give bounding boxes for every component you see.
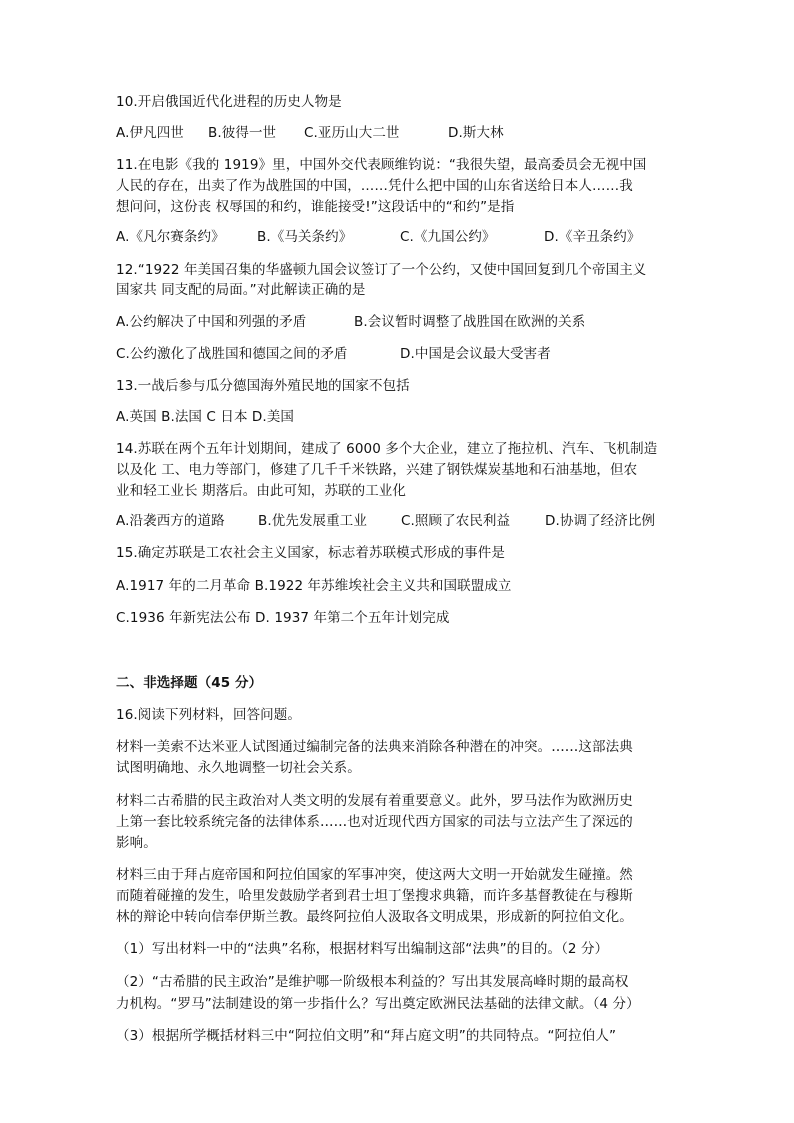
q16-sub-question-2-line-2: 力机构。“罗马”法制建设的第一步指什么？写出奠定欧洲民法基础的法律文献。（4 分）	[116, 996, 640, 1012]
q14-option-d: D.协调了经济比例	[545, 513, 656, 529]
q16-stem: 16.阅读下列材料，回答问题。	[116, 707, 301, 723]
q16-material-3-line-3: 林的辩论中转向信奉伊斯兰教。最终阿拉伯人汲取各文明成果，形成新的阿拉伯文化。	[116, 909, 633, 925]
q12-line-1: 12.“1922 年美国召集的华盛顿九国会议签订了一个公约，又使中国回复到几个帝国主义	[116, 262, 647, 278]
q10-option-c: C.亚历山大二世	[304, 125, 400, 141]
q16-material-3-line-2: 而随着碰撞的发生，哈里发鼓励学者到君士坦丁堡搜求典籍，而许多基督教徒在与穆斯	[116, 888, 633, 904]
q12-options-row-2	[116, 345, 551, 364]
q16-sub-question-2-line-1: （2）“古希腊的民主政治”是维护哪一阶级根本利益的？写出其发展高峰时期的最高权	[116, 974, 629, 990]
q12-option-b: B.会议暂时调整了战胜国在欧洲的关系	[354, 314, 586, 330]
q11-options	[116, 228, 641, 247]
q11-option-d: D.《辛丑条约》	[544, 229, 641, 245]
q14-line-2: 以及化 工、电力等部门，修建了几千千米铁路，兴建了钢铁煤炭基地和石油基地，但农	[116, 462, 638, 478]
section-2-title: 二、非选择题（45 分）	[116, 675, 263, 691]
q16-material-2-line-2: 上第一套比较系统完备的法律体系……也对近现代西方国家的司法与立法产生了深远的	[116, 814, 633, 830]
q11-option-c: C.《九国公约》	[400, 229, 496, 245]
q12-option-d: D.中国是会议最大受害者	[400, 346, 551, 362]
q10-stem: 10.开启俄国近代化进程的历史人物是	[116, 94, 342, 110]
q16-sub-question-3: （3）根据所学概括材料三中“阿拉伯文明”和“拜占庭文明”的共同特点。“阿拉伯人”	[116, 1028, 617, 1044]
q16-sub-question-1: （1）写出材料一中的“法典”名称，根据材料写出编制这部“法典”的目的。（2 分）	[116, 941, 609, 957]
q10-option-d: D.斯大林	[448, 125, 504, 141]
q16-material-2-line-1: 材料二古希腊的民主政治对人类文明的发展有着重要意义。此外，罗马法作为欧洲历史	[116, 793, 633, 809]
q12-line-2: 国家共 同支配的局面。”对此解读正确的是	[116, 282, 366, 298]
q12-options-row-1	[116, 313, 585, 332]
q15-options-row-1: A.1917 年的二月革命 B.1922 年苏维埃社会主义共和国联盟成立	[116, 578, 512, 594]
q14-line-3: 业和轻工业长 期落后。由此可知，苏联的工业化	[116, 483, 406, 499]
q10-option-b: B.彼得一世	[208, 125, 277, 141]
q11-line-2: 人民的存在，出卖了作为战胜国的中国，……凭什么把中国的山东省送给日本人……我	[116, 178, 633, 194]
q11-line-1: 11.在电影《我的 1919》里，中国外交代表顾维钧说：“我很失望，最高委员会无视中国	[116, 157, 647, 173]
q15-stem: 15.确定苏联是工农社会主义国家，标志着苏联模式形成的事件是	[116, 545, 505, 561]
q11-option-a: A.《凡尔赛条约》	[116, 229, 225, 245]
q15-options-row-2: C.1936 年新宪法公布 D. 1937 年第二个五年计划完成	[116, 610, 450, 626]
q14-line-1: 14.苏联在两个五年计划期间，建成了 6000 多个大企业，建立了拖拉机、汽车、飞机制造	[116, 441, 658, 457]
q16-material-1-line-1: 材料一美索不达米亚人试图通过编制完备的法典来消除各种潜在的冲突。……这部法典	[116, 739, 633, 755]
q14-option-b: B.优先发展重工业	[258, 513, 367, 529]
q12-option-c: C.公约激化了战胜国和德国之间的矛盾	[116, 346, 348, 362]
q13-stem: 13.一战后参与瓜分德国海外殖民地的国家不包括	[116, 378, 410, 394]
q16-material-2-line-3: 影响。	[116, 835, 157, 851]
q11-line-3: 想问问，这份丧 权辱国的和约，谁能接受!”这段话中的“和约”是指	[116, 199, 515, 215]
q16-material-1-line-2: 试图明确地、永久地调整一切社会关系。	[116, 760, 361, 776]
q14-option-c: C.照顾了农民利益	[401, 513, 511, 529]
q10-option-a: A.伊凡四世	[116, 125, 184, 141]
q13-options: A.英国 B.法国 C 日本 D.美国	[116, 409, 295, 425]
q10-options	[116, 124, 504, 143]
q14-options	[116, 512, 655, 531]
q16-material-3-line-1: 材料三由于拜占庭帝国和阿拉伯国家的军事冲突，使这两大文明一开始就发生碰撞。然	[116, 867, 633, 883]
q12-option-a: A.公约解决了中国和列强的矛盾	[116, 314, 307, 330]
q11-option-b: B.《马关条约》	[257, 229, 353, 245]
q14-option-a: A.沿袭西方的道路	[116, 513, 225, 529]
